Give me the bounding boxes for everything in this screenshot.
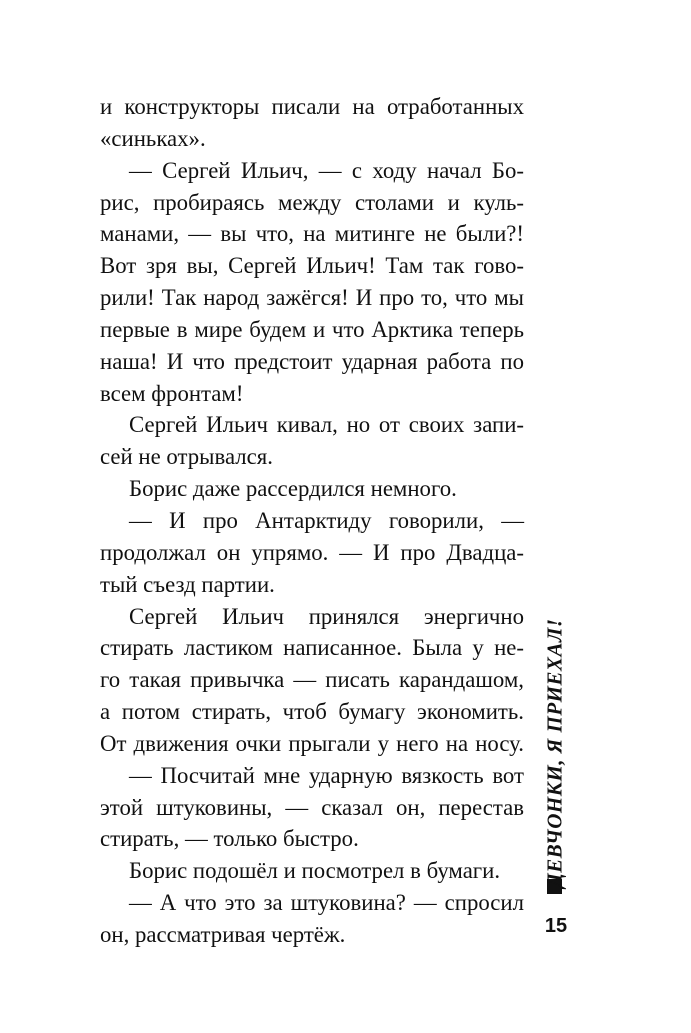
text-line: стирать, — только быстро. xyxy=(100,826,359,852)
text-line: продолжал он упрямо. — И про Двадца- xyxy=(100,539,524,565)
text-line: — А что это за штуковина? — спросил xyxy=(129,890,524,916)
text-line: рис, пробираясь между столами и куль- xyxy=(100,189,524,215)
text-line: первые в мире будем и что Арктика теперь xyxy=(100,316,524,342)
text-line: — Посчитай мне ударную вязкость вот xyxy=(129,762,524,788)
text-line: Вот зря вы, Сергей Ильич! Там так гово- xyxy=(100,253,524,279)
text-line: Сергей Ильич кивал, но от своих запи- xyxy=(129,412,524,438)
text-line: и конструкторы писали на отработанных xyxy=(100,94,524,119)
text-line: этой штуковины, — сказал он, перестав xyxy=(100,794,524,820)
text-line: тый съезд партии. xyxy=(100,571,275,597)
text-line: всем фронтам! xyxy=(100,380,244,406)
page-number: 15 xyxy=(544,915,568,937)
text-line: стирать ластиком написанное. Была у не- xyxy=(100,635,524,661)
text-line: Борис подошёл и посмотрел в бумаги. xyxy=(129,858,501,884)
text-line: сей не отрывался. xyxy=(100,444,273,470)
body-text xyxy=(100,91,524,951)
text-line: го такая привычка — писать карандашом, xyxy=(100,667,524,693)
text-line: «синьках». xyxy=(100,125,206,151)
text-line: рили! Так народ зажёгся! И про то, что мы xyxy=(100,285,524,311)
running-title: ДЕВЧОНКИ, Я ПРИЕХАЛ! xyxy=(542,618,567,888)
text-line: Сергей Ильич принялся энергично xyxy=(129,603,524,629)
text-line: Борис даже рассердился немного. xyxy=(129,476,457,502)
text-line: манами, — вы что, на митинге не были?! xyxy=(100,221,524,247)
text-line: От движения очки прыгали у него на носу. xyxy=(100,730,524,756)
text-line: а потом стирать, чтоб бумагу экономить. xyxy=(100,699,524,725)
text-line: он, рассматривая чертёж. xyxy=(100,921,346,947)
text-line: — И про Антарктиду говорили, — xyxy=(129,507,524,533)
text-line: — Сергей Ильич, — с ходу начал Бо- xyxy=(129,157,524,183)
text-line: наша! И что предстоит ударная работа по xyxy=(100,348,524,374)
